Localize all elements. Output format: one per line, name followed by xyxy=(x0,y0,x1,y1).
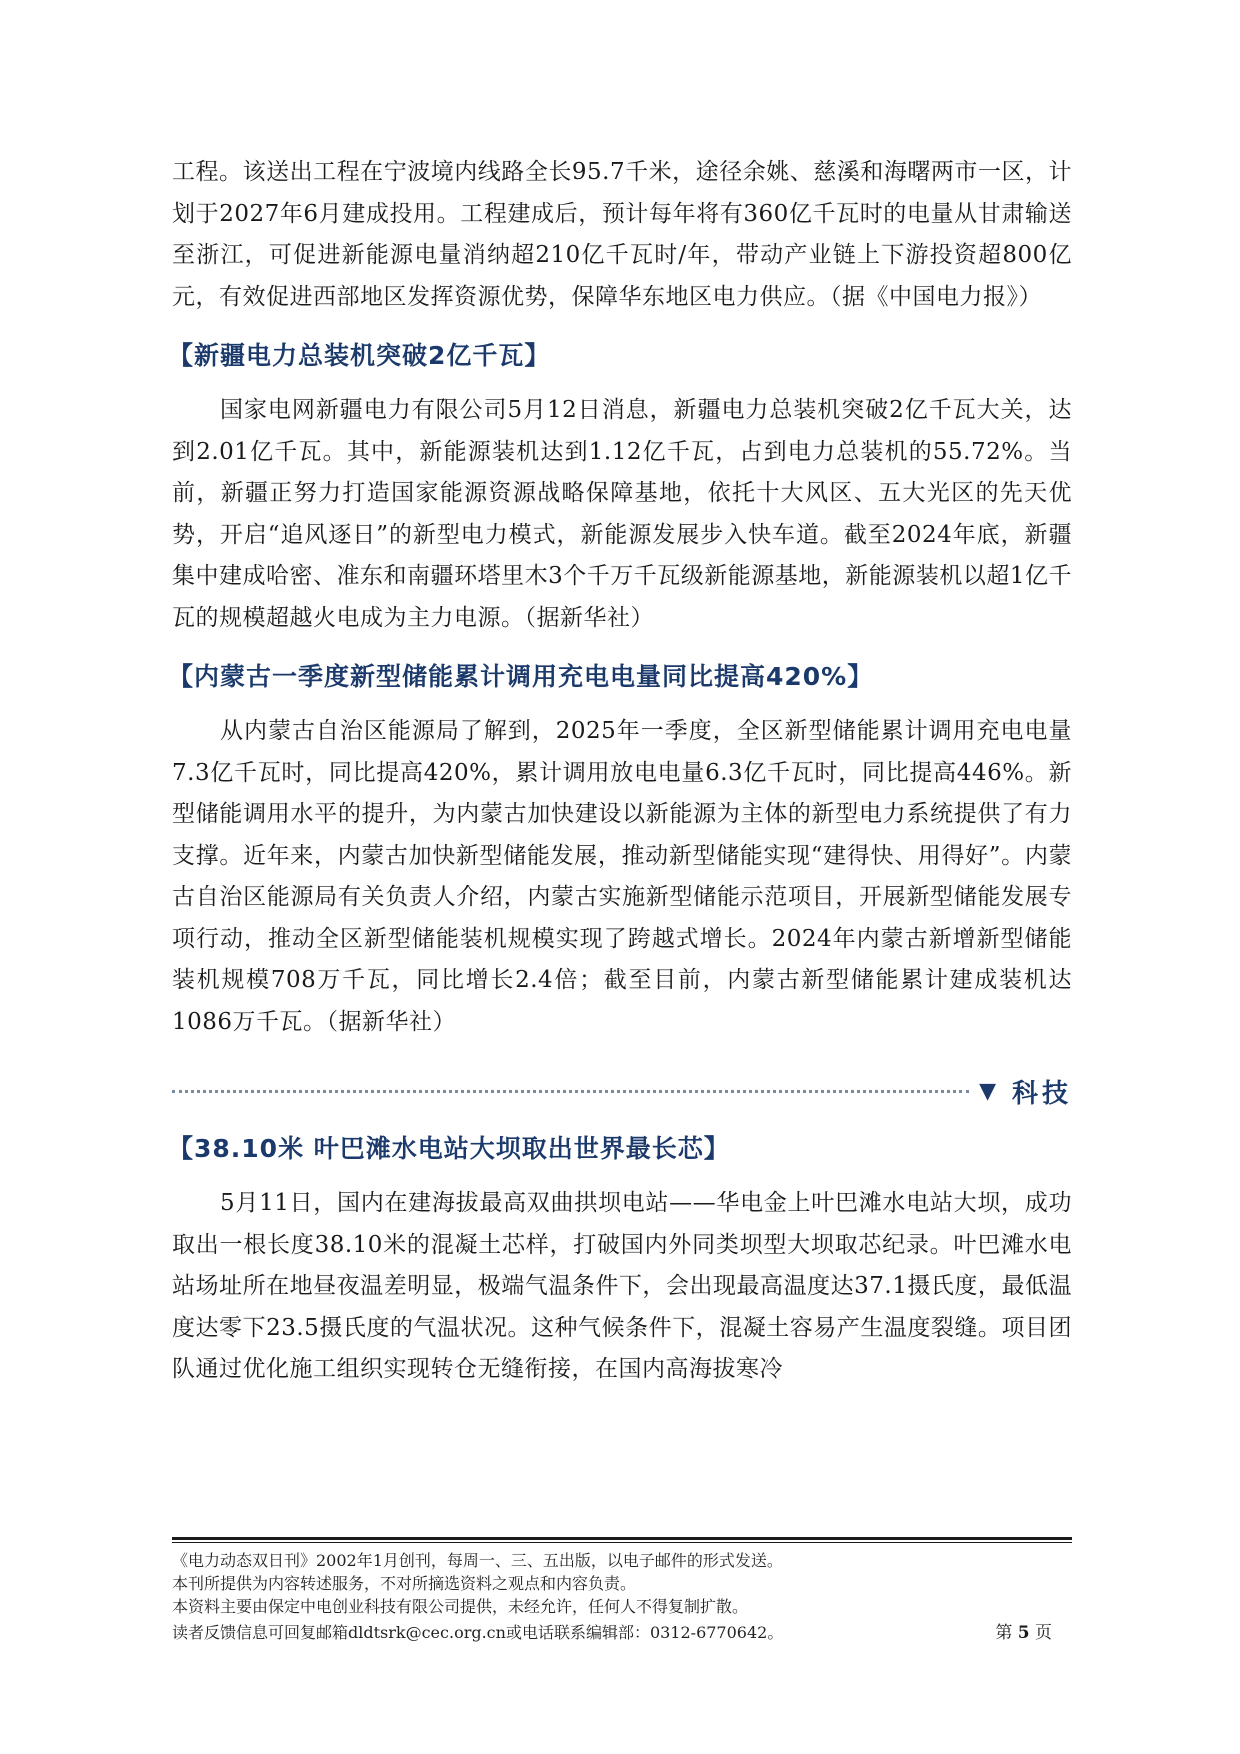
page-footer xyxy=(172,1537,1072,1644)
main-content xyxy=(168,152,1072,1391)
article-body-xinjiang: 国家电网新疆电力有限公司5月12日消息，新疆电力总装机突破2亿千瓦大关，达到2.01亿千瓦。其中，新能源装机达到1.12亿千瓦，占到电力总装机的55.72%。当前，新疆正努力打造国家能源资源战略保障基地，依托十大风区、五大光区的先天优势，开启“追风逐日”的新型电力模式，新能源发展步入快车道。截至2024年底，新疆集中建成哈密、准东和南疆环塔里木3个千万千瓦级新能源基地，新能源装机以超1亿千瓦的规模超越火电成为主力电源。（据新华社） xyxy=(172,397,1072,631)
intro-paragraph: 工程。该送出工程在宁波境内线路全长95.7千米，途径余姚、慈溪和海曙两市一区，计划于2027年6月建成投用。工程建成后，预计每年将有360亿千瓦时的电量从甘肃输送至浙江，可促进新能源电量消纳超210亿千瓦时/年，带动产业链上下游投资超800亿元，有效促进西部地区发挥资源优势，保障华东地区电力供应。（据《中国电力报》） xyxy=(172,159,1072,310)
section-divider-tech xyxy=(172,1071,1072,1111)
page-number-value: 5 xyxy=(1017,1623,1030,1643)
section-label: 科技 xyxy=(1011,1078,1072,1109)
footer-last-row xyxy=(172,1618,1072,1644)
article-body-neimenggu: 从内蒙古自治区能源局了解到，2025年一季度，全区新型储能累计调用充电电量7.3亿千瓦时，同比提高420%，累计调用放电电量6.3亿千瓦时，同比提高446%。新型储能调用水平的提升，为内蒙古加快建设以新能源为主体的新型电力系统提供了有力支撑。近年来，内蒙古加快新型储能发展，推动新型储能实现“建得快、用得好”。内蒙古自治区能源局有关负责人介绍，内蒙古实施新型储能示范项目，开展新型储能发展专项行动，推动全区新型储能装机规模实现了跨越式增长。2024年内蒙古新增新型储能装机规模708万千瓦，同比增长2.4倍；截至目前，内蒙古新型储能累计建成装机达1086万千瓦。（据新华社） xyxy=(172,718,1072,1035)
page-prefix: 第 xyxy=(995,1623,1013,1643)
footer-line-1: 《电力动态双日刊》2002年1月创刊，每周一、三、五出版，以电子邮件的形式发送。 xyxy=(172,1551,783,1570)
article-body-yebatan: 5月11日，国内在建海拔最高双曲拱坝电站——华电金上叶巴滩水电站大坝，成功取出一根长度38.10米的混凝土芯样，打破国内外同类坝型大坝取芯纪录。叶巴滩水电站场址所在地昼夜温差明显，极端气温条件下，会出现最高温度达37.1摄氏度，最低温度达零下23.5摄氏度的气温状况。这种气候条件下，混凝土容易产生温度裂缝。项目团队通过优化施工组织实现转仓无缝衔接，在国内高海拔寒冷 xyxy=(172,1190,1072,1382)
footer-thin-rule xyxy=(172,1542,1072,1543)
article-title-neimenggu: 【内蒙古一季度新型储能累计调用充电电量同比提高420%】 xyxy=(168,662,874,691)
page-suffix: 页 xyxy=(1035,1623,1052,1643)
footer-line-2: 本刊所提供为内容转述服务，不对所摘选资料之观点和内容负责。 xyxy=(172,1574,637,1593)
footer-thick-rule xyxy=(172,1537,1072,1540)
page-number xyxy=(995,1618,1052,1643)
dotted-rule xyxy=(172,1090,969,1093)
footer-line-3: 本资料主要由保定中电创业科技有限公司提供，未经允许，任何人不得复制扩散。 xyxy=(172,1597,749,1616)
footer-line-4: 读者反馈信息可回复邮箱dldtsrk@cec.org.cn或电话联系编辑部：0312-6770642。 xyxy=(172,1623,784,1642)
article-title-xinjiang: 【新疆电力总装机突破2亿千瓦】 xyxy=(168,341,551,370)
article-title-yebatan: 【38.10米 叶巴滩水电站大坝取出世界最长芯】 xyxy=(168,1134,730,1163)
triangle-down-icon: ▼ xyxy=(979,1078,996,1104)
